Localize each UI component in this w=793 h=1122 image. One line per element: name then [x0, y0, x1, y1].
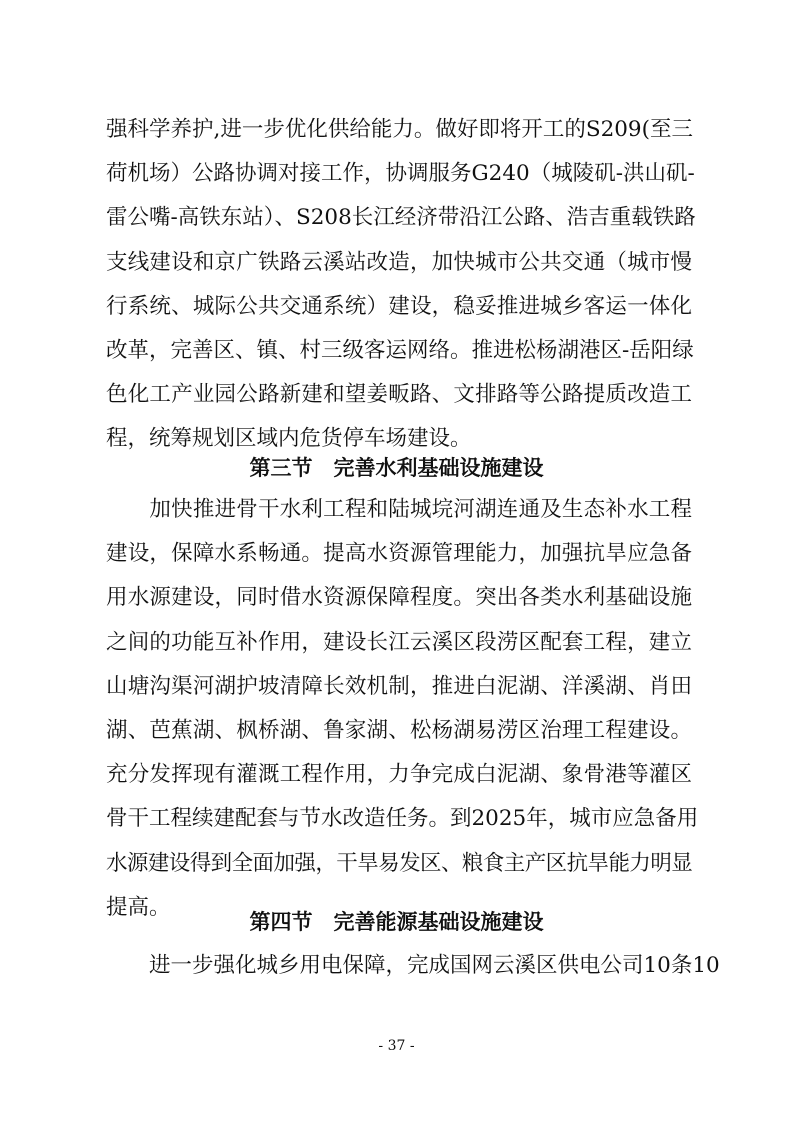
text-line: 改革，完善区、镇、村三级客运网络。推进松杨湖港区-岳阳绿: [106, 337, 694, 363]
text-line: 色化工产业园公路新建和望姜畈路、文排路等公路提质改造工: [106, 382, 692, 408]
text-line: 湖、芭蕉湖、枫桥湖、鲁家湖、松杨湖易涝区治理工程建设。: [106, 717, 692, 743]
paragraph-energy: [106, 944, 720, 988]
paragraph-transport: [106, 108, 696, 462]
text-line: 骨干工程续建配套与节水改造任务。到2025年，城市应急备用: [106, 806, 699, 832]
text-line: 充分发挥现有灌溉工程作用，力争完成白泥湖、象骨港等灌区: [106, 762, 692, 788]
paragraph-water: [106, 488, 699, 930]
section-heading-4: 第四节 完善能源基础设施建设: [249, 910, 544, 934]
text-line: 水源建设得到全面加强，干旱易发区、粮食主产区抗旱能力明显: [106, 850, 692, 876]
text-line: 荷机场）公路协调对接工作，协调服务G240（城陵矶-洪山矶-: [106, 161, 695, 187]
section-heading-3: 第三节 完善水利基础设施建设: [249, 456, 544, 480]
text-line: 程，统筹规划区域内危货停车场建设。: [106, 426, 472, 452]
text-line: 加快推进骨干水利工程和陆城垸河湖连通及生态补水工程: [106, 497, 692, 522]
page-number: - 37 -: [378, 1038, 415, 1054]
text-line: 山塘沟渠河湖护坡清障长效机制，推进白泥湖、洋溪湖、肖田: [106, 673, 692, 699]
text-line: 强科学养护,进一步优化供给能力。做好即将开工的S209(至三: [106, 117, 693, 142]
text-line: 用水源建设，同时借水资源保障程度。突出各类水利基础设施: [106, 585, 692, 611]
text-line: 提高。: [106, 894, 171, 920]
text-line: 支线建设和京广铁路云溪站改造，加快城市公共交通（城市慢: [106, 249, 692, 275]
text-line: 建设，保障水系畅通。提高水资源管理能力，加强抗旱应急备: [106, 541, 692, 567]
text-line: 行系统、城际公共交通系统）建设，稳妥推进城乡客运一体化: [106, 293, 692, 319]
text-line: 雷公嘴-高铁东站）、S208长江经济带沿江公路、浩吉重载铁路: [106, 205, 696, 231]
text-line: 进一步强化城乡用电保障，完成国网云溪区供电公司10条10: [106, 953, 720, 978]
text-line: 之间的功能互补作用，建设长江云溪区段涝区配套工程，建立: [106, 629, 692, 655]
